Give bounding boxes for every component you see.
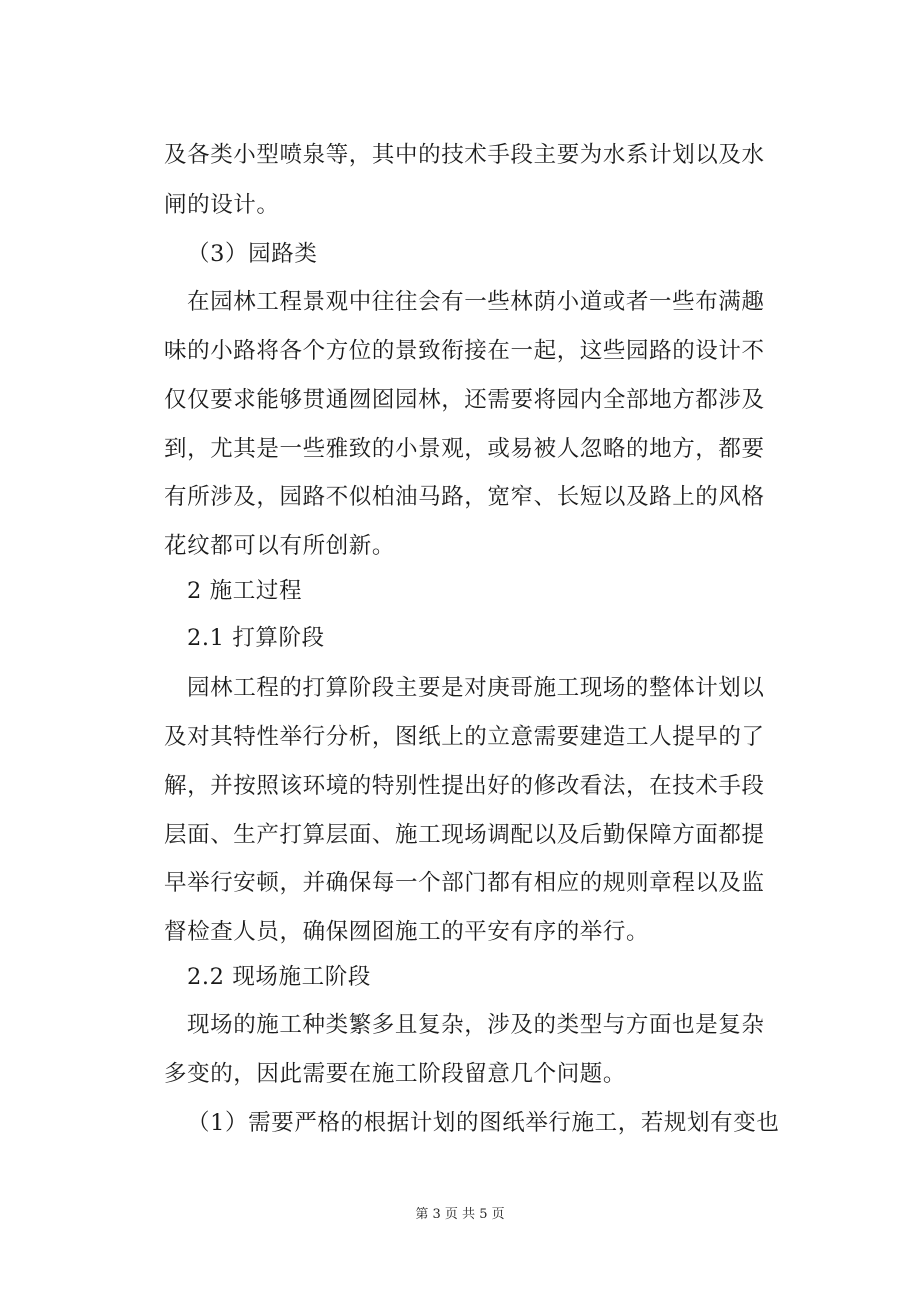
body-line: 味的小路将各个方位的景致衔接在一起，这些园路的设计不: [164, 338, 765, 364]
subheading-road: （3）园路类: [187, 241, 318, 267]
body-line: 到，尤其是一些雅致的小景观，或易被人忽略的地方，都要: [164, 436, 765, 462]
body-line: 解，并按照该环境的特别性提出好的修改看法，在技术手段: [164, 773, 765, 799]
body-line: 花纹都可以有所创新。: [164, 533, 396, 559]
body-line: 现场的施工种类繁多且复杂，涉及的类型与方面也是复杂: [187, 1012, 765, 1038]
body-line: 及各类小型喷泉等，其中的技术手段主要为水系计划以及水: [164, 142, 765, 168]
body-line: 仅仅要求能够贯通囫囵园林，还需要将园内全部地方都涉及: [164, 387, 765, 413]
body-line: 有所涉及，园路不似柏油马路，宽窄、长短以及路上的风格: [164, 484, 765, 510]
section-heading-2: 2 施工过程: [187, 578, 303, 604]
body-line: 早举行安顿，并确保每一个部门都有相应的规则章程以及监: [164, 870, 765, 896]
section-heading-2-1: 2.1 打算阶段: [187, 625, 325, 651]
body-line: 层面、生产打算层面、施工现场调配以及后勤保障方面都提: [164, 822, 765, 848]
body-line: （1）需要严格的根据计划的图纸举行施工，若规划有变也: [187, 1110, 780, 1136]
body-line: 闸的设计。: [164, 192, 280, 218]
body-line: 在园林工程景观中往往会有一些林荫小道或者一些布满趣: [187, 289, 765, 315]
body-line: 园林工程的打算阶段主要是对庚哥施工现场的整体计划以: [187, 675, 765, 701]
body-line: 多变的，因此需要在施工阶段留意几个问题。: [164, 1061, 627, 1087]
page-footer: 第 3 页 共 5 页: [415, 1207, 505, 1222]
section-heading-2-2: 2.2 现场施工阶段: [187, 964, 371, 990]
body-line: 督检查人员，确保囫囵施工的平安有序的举行。: [164, 919, 650, 945]
body-line: 及对其特性举行分析，图纸上的立意需要建造工人提早的了: [164, 724, 765, 750]
